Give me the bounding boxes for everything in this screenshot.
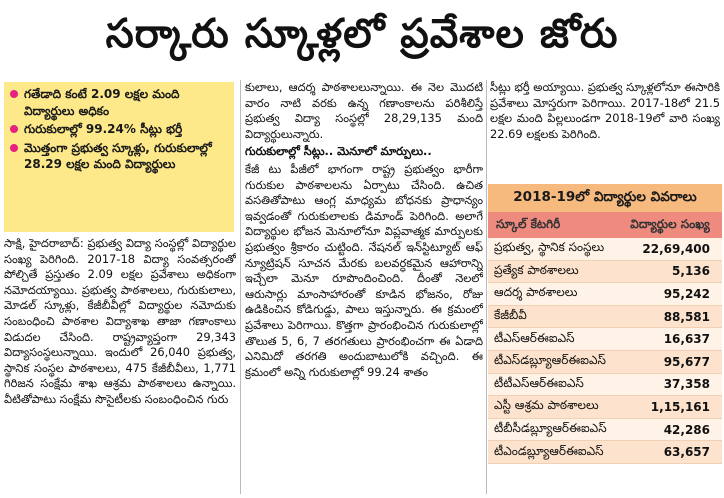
bullet-icon bbox=[10, 90, 18, 98]
row-category: ఆదర్శ పాఠశాలలు bbox=[494, 285, 578, 300]
row-category: టీఎండబ్ల్యూఆర్‌ఈఐఎస్ bbox=[494, 443, 604, 458]
row-count: 95,677 bbox=[663, 354, 710, 369]
paragraph: సీట్లు భర్తీ అయ్యాయి. ప్రభుత్వ స్కూళ్లలోనూ ఈసారికి ప్రవేశాలు మోస్తరుగా పెరిగాయి. 2017-18లో 21.5 లక్షల మంది పిల్లలుండగా 2018-19లో వారి సంఖ్య 22.69 లక్షలకు పెరిగింది. bbox=[490, 80, 720, 141]
row-count: 37,358 bbox=[663, 377, 710, 392]
row-category: టీఎస్‌డబ్ల్యూఆర్‌ఈఐఎస్ bbox=[494, 353, 606, 368]
paragraph: కులాలు, ఆదర్శ పాఠశాలలున్నాయి. ఈ నెల మొదటి వారం నాటి వరకు ఉన్న గణాంకాలను పరిశీలిస్తే ప్రభుత్వ విద్యా సంస్థల్లో 28,29,135 మంది విద్యార్థులున్నారు. bbox=[245, 80, 483, 141]
row-count: 1,15,161 bbox=[650, 399, 710, 414]
highlight-item: మొత్తంగా ప్రభుత్వ స్కూళ్లు, గురుకులాల్లో 28.29 లక్షల మంది విద్యార్థులు bbox=[10, 140, 228, 173]
table-row bbox=[488, 238, 722, 261]
row-category: కేజీబీవీ bbox=[494, 308, 527, 323]
row-category: టీబీసీడబ్ల్యూఆర్‌ఈఐఎస్ bbox=[494, 421, 607, 436]
subheading: గురుకులాల్లో సీట్లు.. మెనూలో మార్పులు.. bbox=[245, 144, 432, 159]
bullet-icon bbox=[10, 144, 18, 152]
article-column-3 bbox=[490, 80, 720, 164]
headline: సర్కారు స్కూళ్లలో ప్రవేశాల జోరు bbox=[105, 11, 619, 57]
bullet-icon bbox=[10, 125, 18, 133]
table-row bbox=[488, 261, 722, 284]
table-row bbox=[488, 441, 722, 464]
header-category: స్కూల్ కేటగిరీ bbox=[496, 216, 561, 231]
row-count: 42,286 bbox=[663, 422, 710, 437]
row-category: టీఎస్‌ఆర్‌ఈఐఎస్ bbox=[494, 330, 575, 345]
row-category: టీటీఎస్‌ఆర్‌ఈఐఎస్ bbox=[494, 375, 584, 390]
article-column-1 bbox=[4, 236, 236, 498]
table-row bbox=[488, 396, 722, 419]
table-row bbox=[488, 419, 722, 442]
row-count: 16,637 bbox=[663, 332, 710, 347]
highlight-item: గతేడాది కంటే 2.09 లక్షల మంది విద్యార్థులు అధికం bbox=[10, 86, 228, 119]
table-row bbox=[488, 306, 722, 329]
table-header bbox=[488, 212, 722, 238]
row-category: ప్రత్యేక పాఠశాలలు bbox=[494, 262, 579, 277]
students-table bbox=[488, 184, 722, 464]
highlight-item: గురుకులాల్లో 99.24% సీట్లు భర్తీ bbox=[10, 121, 228, 138]
paragraph: కేజీ టు పీజీలో భాగంగా రాష్ట్ర ప్రభుత్వం భారీగా గురుకుల పాఠశాలలను ఏర్పాటు చేసింది. ఉచిత వసతితోపాటు ఆంగ్ల మాధ్యమ బోధనకు ప్రాధాన్యం ఇవ్వడంతో గురుకులాలకు డిమాండ్ పెరిగింది. అలాగే విద్యార్థుల భోజన మెనూలోనూ విప్లవాత్మక మార్పులకు ప్రభుత్వం శ్రీకారం చుట్టింది. నేషనల్ ఇన్‌స్టిట్యూట్ ఆఫ్ న్యూట్రిషన్ సూచన మేరకు బలవర్ధకమైన ఆహారాన్ని ఇచ్చేలా మెనూ రూపొందించింది. దీంతో నెలలో ఆరుసార్లు మాంసాహారంతో కూడిన భోజనం, రోజు ఉడికించిన కోడిగుడ్డు, పాలు ఇస్తున్నారు. ఈ క్రమంలో ప్రవేశాలు పెరిగాయి. కొత్తగా ప్రారంభించిన గురుకులాల్లో తొలుత 5, 6, 7 తరగతులు ప్రారంభించగా ఈ ఏడాది ఎనిమిదో తరగతి అందుబాటులోకి వచ్చింది. ఈ క్రమంలో అన్ని గురుకులాల్లో 99.24 శాతం bbox=[245, 161, 483, 379]
header-count: విద్యార్థుల సంఖ్య bbox=[630, 216, 710, 231]
article-column-2 bbox=[245, 80, 483, 498]
row-category: ప్రభుత్వ, స్థానిక సంస్థలు bbox=[494, 240, 605, 255]
table-row bbox=[488, 328, 722, 351]
table-row bbox=[488, 283, 722, 306]
row-count: 95,242 bbox=[663, 286, 710, 301]
column-divider bbox=[240, 80, 241, 494]
row-count: 88,581 bbox=[663, 309, 710, 324]
table-row bbox=[488, 351, 722, 374]
column-divider bbox=[486, 80, 487, 494]
row-count: 22,69,400 bbox=[642, 241, 710, 256]
row-category: ఎస్టీ ఆశ్రమ పాఠశాలలు bbox=[494, 398, 599, 413]
paragraph: సాక్షి, హైదరాబాద్: ప్రభుత్వ విద్యా సంస్థల్లో విద్యార్థుల సంఖ్య పెరిగింది. 2017-18 విద్యా సంవత్సరంతో పోల్చితే ప్రస్తుతం 2.09 లక్షల ప్రవేశాలు అధికంగా నమోదయ్యాయి. ప్రభుత్వ పాఠశాలలు, గురుకులాలు, మోడల్ స్కూళ్లు, కేజీబీవీల్లో విద్యార్థుల నమోదుకు సంబంధించి పాఠశాల విద్యాశాఖ తాజా గణాంకాలు విడుదల చేసింది. రాష్ట్రవ్యాప్తంగా 29,343 విద్యాసంస్థలున్నాయి. ఇందులో 26,040 ప్రభుత్వ, స్థానిక సంస్థల పాఠశాలలు, 475 కేజీబీవీలు, 1,771 గిరిజన సంక్షేమ శాఖ ఆశ్రమ పాఠశాలలు ఉన్నాయి. వీటితోపాటు సంక్షేమ సొసైటీలకు సంబంధించిన గురు bbox=[4, 236, 236, 406]
table-title: 2018-19లో విద్యార్థుల వివరాలు bbox=[488, 184, 722, 212]
highlights-box bbox=[4, 82, 234, 232]
table-row bbox=[488, 374, 722, 397]
row-count: 5,136 bbox=[672, 264, 710, 279]
row-count: 63,657 bbox=[663, 445, 710, 460]
